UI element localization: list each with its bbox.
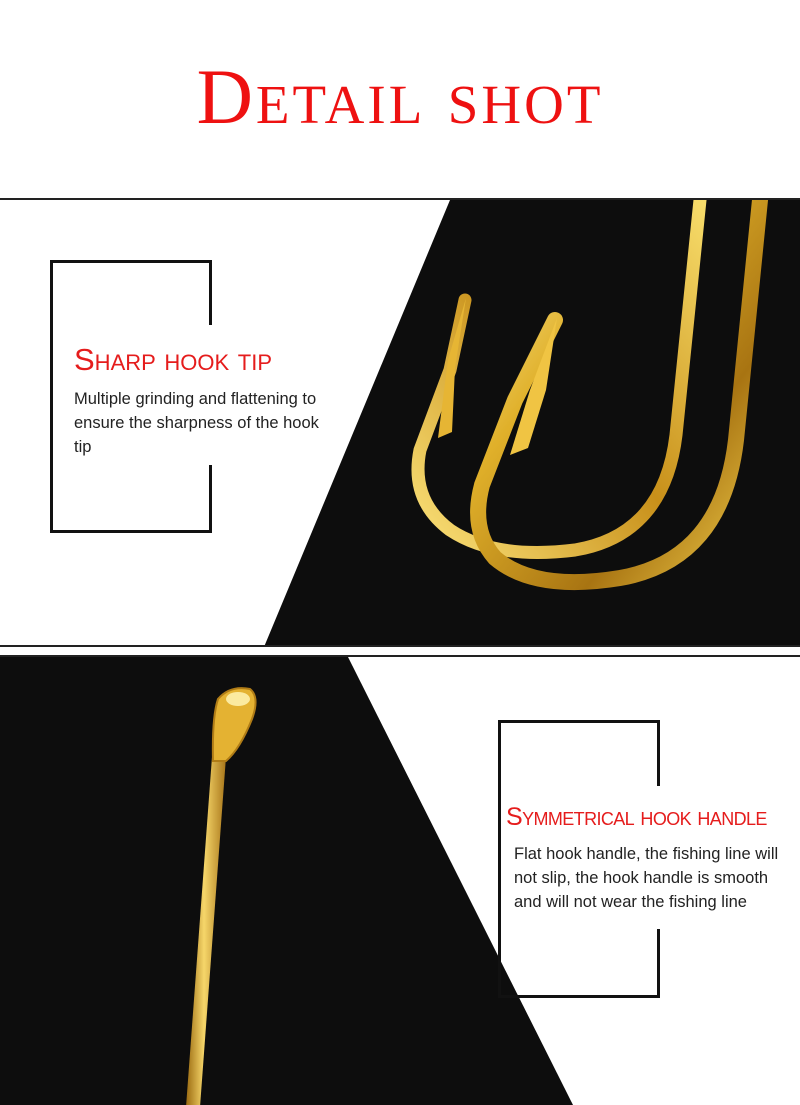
hook-eye-highlight	[226, 692, 250, 706]
dark-background	[0, 657, 574, 1105]
page-title: Detail shot	[196, 53, 604, 140]
feature-description: Multiple grinding and flattening to ensure the sharpness of the hook tip	[74, 390, 319, 456]
feature-panel-hook-handle	[0, 655, 800, 1105]
feature-text-hook-tip	[74, 344, 336, 459]
feature-panel-hook-tip	[0, 198, 800, 647]
feature-title: Sharp hook tip	[74, 342, 273, 377]
feature-text-hook-handle	[506, 805, 786, 914]
header	[0, 0, 800, 198]
feature-title: Symmetrical hook handle	[506, 803, 767, 831]
feature-description: Flat hook handle, the fishing line will not slip, the hook handle is smooth and will not wear the fishing line	[514, 845, 779, 911]
